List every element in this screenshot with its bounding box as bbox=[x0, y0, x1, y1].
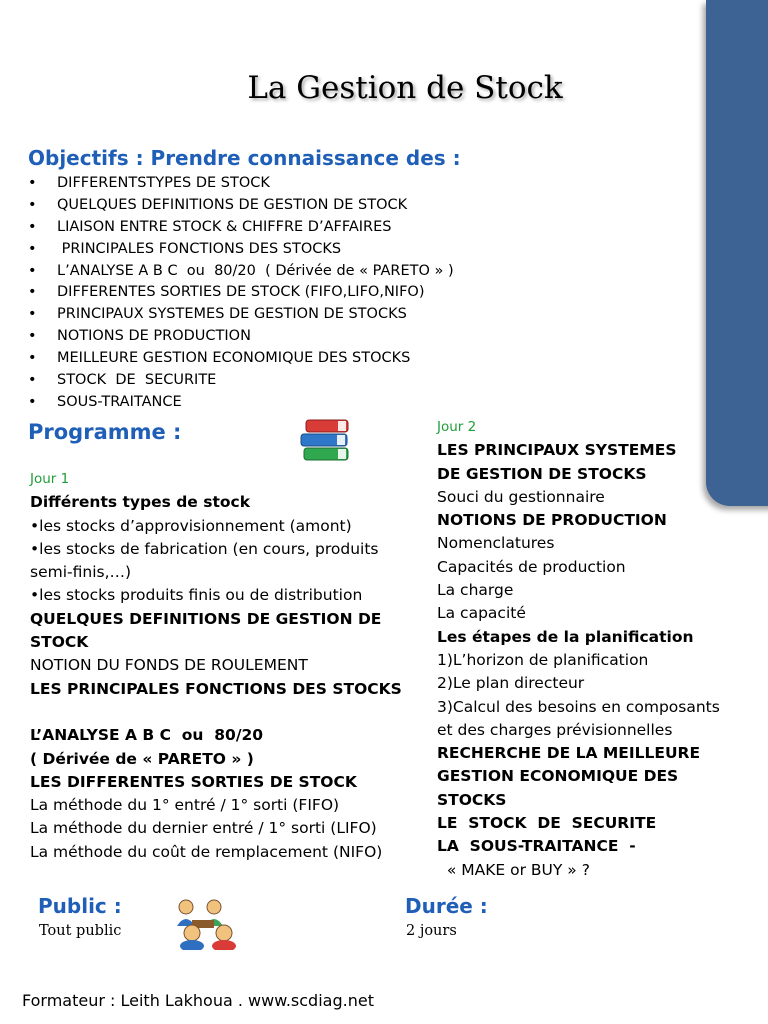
objective-item: • MEILLEURE GESTION ECONOMIQUE DES STOCKS bbox=[28, 348, 454, 370]
day2-line: LES PRINCIPAUX SYSTEMES bbox=[437, 441, 677, 460]
day1-line: LES PRINCIPALES FONCTIONS DES STOCKS bbox=[30, 679, 402, 698]
day2-line: Les étapes de la planification bbox=[437, 627, 694, 646]
day2-line: LE STOCK DE SECURITE bbox=[437, 814, 657, 833]
programme-heading: Programme : bbox=[28, 420, 182, 444]
day1-line: La méthode du coût de remplacement (NIFO) bbox=[30, 842, 383, 861]
day2-line: RECHERCHE DE LA MEILLEURE bbox=[437, 744, 701, 763]
public-value: Tout public bbox=[39, 923, 122, 939]
day1-line: ( Dérivée de « PARETO » ) bbox=[30, 749, 254, 768]
day2-line: Souci du gestionnaire bbox=[437, 487, 605, 506]
objective-item: • PRINCIPAUX SYSTEMES DE GESTION DE STOCKS bbox=[28, 304, 454, 326]
day2-line: Capacités de production bbox=[437, 557, 626, 576]
objective-item: • L’ANALYSE A B C ou 80/20 ( Dérivée de « PARETO » ) bbox=[28, 261, 454, 283]
objective-item: • STOCK DE SECURITE bbox=[28, 370, 454, 392]
objectives-list bbox=[28, 173, 454, 414]
day2-line: NOTIONS DE PRODUCTION bbox=[437, 511, 667, 530]
day2-line: STOCKS bbox=[437, 790, 507, 809]
objective-item: • QUELQUES DEFINITIONS DE GESTION DE STOCK bbox=[28, 195, 454, 217]
day2-line: La charge bbox=[437, 581, 514, 600]
objective-item: • SOUS-TRAITANCE bbox=[28, 392, 454, 414]
day2-line: et des charges prévisionnelles bbox=[437, 720, 673, 739]
day2-line: 1)L’horizon de planification bbox=[437, 650, 649, 669]
day1-line: semi-finis,…) bbox=[30, 563, 132, 582]
day1-line: QUELQUES DEFINITIONS DE GESTION DE bbox=[30, 609, 382, 628]
day1-line: NOTION DU FONDS DE ROULEMENT bbox=[30, 656, 308, 675]
public-heading: Public : bbox=[38, 894, 122, 918]
day1-line: Différents types de stock bbox=[30, 493, 250, 512]
day1-line: La méthode du 1° entré / 1° sorti (FIFO) bbox=[30, 796, 340, 815]
day2-line: Nomenclatures bbox=[437, 534, 555, 553]
day2-line: 2)Le plan directeur bbox=[437, 674, 585, 693]
day1-line: •les stocks produits finis ou de distribution bbox=[30, 586, 363, 605]
day1-line: LES DIFFERENTES SORTIES DE STOCK bbox=[30, 772, 357, 791]
objective-item: • DIFFERENTES SORTIES DE STOCK (FIFO,LIFO,NIFO) bbox=[28, 282, 454, 304]
programme-day2 bbox=[437, 416, 720, 882]
day2-line: GESTION ECONOMIQUE DES bbox=[437, 767, 679, 786]
day1-line: •les stocks d’approvisionnement (amont) bbox=[30, 516, 352, 535]
programme-day1 bbox=[30, 468, 402, 864]
objective-item: • LIAISON ENTRE STOCK & CHIFFRE D’AFFAIRES bbox=[28, 217, 454, 239]
objective-item: • DIFFERENTSTYPES DE STOCK bbox=[28, 173, 454, 195]
day2-line: 3)Calcul des besoins en composants bbox=[437, 697, 720, 716]
duration-heading: Durée : bbox=[405, 894, 488, 918]
day1-line: STOCK bbox=[30, 633, 89, 652]
day2-line: DE GESTION DE STOCKS bbox=[437, 464, 647, 483]
page-title: La Gestion de Stock bbox=[247, 70, 563, 106]
day1-line: •les stocks de fabrication (en cours, produits bbox=[30, 539, 379, 558]
footer-credit: Formateur : Leith Lakhoua . www.scdiag.net bbox=[22, 991, 374, 1010]
duration-value: 2 jours bbox=[406, 923, 457, 939]
objective-item: • NOTIONS DE PRODUCTION bbox=[28, 326, 454, 348]
books-icon bbox=[298, 414, 354, 464]
day2-line: La capacité bbox=[437, 604, 526, 623]
day-label: Jour 1 bbox=[30, 471, 70, 487]
day-label: Jour 2 bbox=[437, 419, 477, 435]
day1-line: La méthode du dernier entré / 1° sorti (LIFO) bbox=[30, 819, 377, 838]
day2-line: LA SOUS-TRAITANCE - bbox=[437, 837, 636, 856]
day1-line: L’ANALYSE A B C ou 80/20 bbox=[30, 726, 264, 745]
day1-line bbox=[30, 701, 402, 724]
objective-item: • PRINCIPALES FONCTIONS DES STOCKS bbox=[28, 239, 454, 261]
meeting-people-icon bbox=[172, 898, 238, 950]
day2-line: « MAKE or BUY » ? bbox=[437, 860, 590, 879]
objectives-heading: Objectifs : Prendre connaissance des : bbox=[28, 146, 461, 170]
